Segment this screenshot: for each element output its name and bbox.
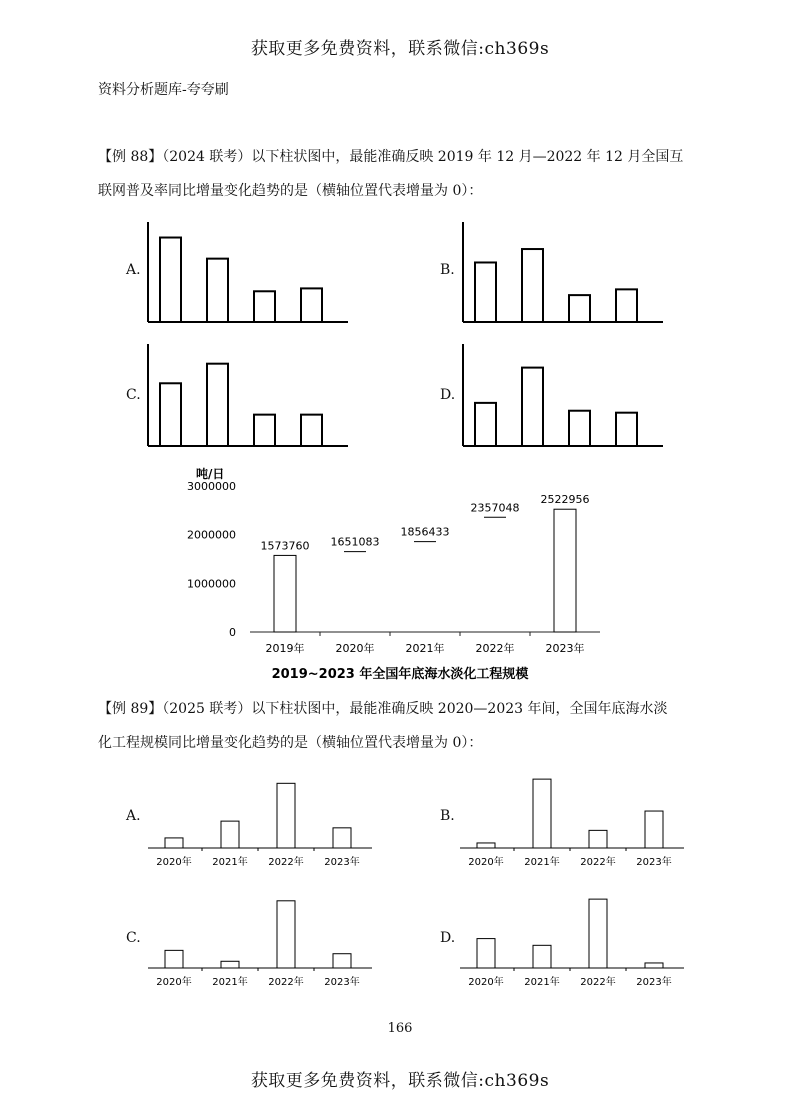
data-label: 1651083	[330, 535, 380, 549]
bar-2022年	[589, 830, 607, 848]
chart-title: 2019~2023 年全国年底海水淡化工程规模	[271, 667, 529, 682]
q88-chart-d	[455, 342, 665, 452]
bar-2023年	[645, 963, 663, 968]
bar-2021年	[221, 821, 239, 848]
bar-2023年	[645, 811, 663, 848]
bar-1	[160, 238, 181, 322]
q88-option-d-label: D.	[440, 387, 456, 403]
bar-2020年	[477, 939, 495, 968]
desalination-chart	[180, 462, 620, 684]
x-tick-label: 2023年	[636, 977, 672, 988]
data-label: 1856433	[400, 525, 450, 539]
x-tick-label: 2022年	[580, 857, 616, 868]
bar-2023年	[333, 828, 351, 848]
data-label: 2522956	[540, 493, 590, 507]
bar-2	[522, 368, 543, 446]
x-tick-label: 2021年	[405, 642, 445, 655]
bar-2	[522, 249, 543, 322]
bar-3	[254, 415, 275, 446]
q88-option-b-label: B.	[440, 262, 455, 278]
bar-3	[569, 411, 590, 446]
q89-line2: 化工程规模同比增量变化趋势的是（横轴位置代表增量为 0）：	[98, 735, 483, 751]
x-tick-label: 2019年	[265, 642, 305, 655]
bar-2021年	[533, 779, 551, 848]
x-tick-label: 2022年	[268, 977, 304, 988]
bar-2023年	[333, 954, 351, 968]
x-tick-label: 2023年	[324, 857, 360, 868]
bar-3	[254, 291, 275, 322]
x-tick-label: 2021年	[212, 857, 248, 868]
bar-4	[616, 289, 637, 322]
x-tick-label: 2020年	[156, 977, 192, 988]
bar-1	[475, 403, 496, 446]
bar-2	[207, 364, 228, 446]
bar-2021年	[221, 961, 239, 968]
x-tick-label: 2021年	[524, 857, 560, 868]
bar-4	[301, 288, 322, 322]
q88-option-c-label: C.	[126, 387, 141, 403]
q89-option-d-label: D.	[440, 930, 456, 946]
q88-chart-b	[455, 220, 665, 328]
bar-1	[160, 383, 181, 446]
bar-2022年	[277, 901, 295, 968]
x-tick-label: 2020年	[335, 642, 375, 655]
top-banner: 获取更多免费资料，联系微信:ch369s	[250, 39, 550, 59]
bar-4	[301, 415, 322, 446]
bar-2019年	[274, 555, 296, 632]
x-tick-label: 2020年	[468, 977, 504, 988]
document-subtitle: 资料分析题库-夸夸刷	[98, 82, 229, 98]
q88-chart-a	[140, 220, 350, 328]
x-tick-label: 2023年	[636, 857, 672, 868]
q88-chart-c	[140, 342, 350, 452]
bar-2020年	[165, 838, 183, 848]
x-tick-label: 2022年	[268, 857, 304, 868]
bar-2021年	[533, 945, 551, 968]
bar-2022年	[277, 783, 295, 848]
q89-chart-d	[458, 880, 688, 992]
y-axis-unit: 吨/日	[196, 467, 225, 481]
x-tick-label: 2021年	[212, 977, 248, 988]
data-label: 2357048	[470, 501, 520, 515]
x-tick-label: 2022年	[580, 977, 616, 988]
y-tick-label: 1000000	[187, 577, 236, 591]
q88-line2: 联网普及率同比增量变化趋势的是（横轴位置代表增量为 0）：	[98, 183, 483, 199]
x-tick-label: 2021年	[524, 977, 560, 988]
q89-option-b-label: B.	[440, 808, 455, 824]
q89-chart-c	[146, 880, 376, 992]
x-tick-label: 2023年	[324, 977, 360, 988]
q89-option-a-label: A.	[126, 808, 141, 824]
bottom-banner: 获取更多免费资料，联系微信:ch369s	[250, 1071, 550, 1091]
bar-4	[616, 413, 637, 446]
q88-option-a-label: A.	[126, 262, 141, 278]
bar-1	[475, 262, 496, 322]
y-tick-label: 3000000	[187, 480, 236, 493]
x-tick-label: 2020年	[468, 857, 504, 868]
y-tick-label: 2000000	[187, 528, 236, 542]
q89-chart-b	[458, 760, 688, 872]
y-tick-label: 0	[229, 626, 236, 639]
data-label: 1573760	[260, 539, 310, 553]
bar-2	[207, 259, 228, 322]
x-tick-label: 2022年	[475, 642, 515, 655]
bar-2022年	[589, 899, 607, 968]
bar-2023年	[554, 509, 576, 632]
bar-2020年	[477, 843, 495, 848]
x-tick-label: 2023年	[545, 642, 585, 655]
bar-2020年	[165, 950, 183, 968]
page-number: 166	[387, 1021, 413, 1036]
q89-line1: 【例 89】（2025 联考）以下柱状图中，最能准确反映 2020—2023 年间，全国年底海水淡	[98, 701, 668, 717]
q89-chart-a	[146, 760, 376, 872]
x-tick-label: 2020年	[156, 857, 192, 868]
q89-option-c-label: C.	[126, 930, 141, 946]
bar-3	[569, 295, 590, 322]
q88-line1: 【例 88】（2024 联考）以下柱状图中，最能准确反映 2019 年 12 月—2022 年 12 月全国互	[98, 149, 684, 165]
